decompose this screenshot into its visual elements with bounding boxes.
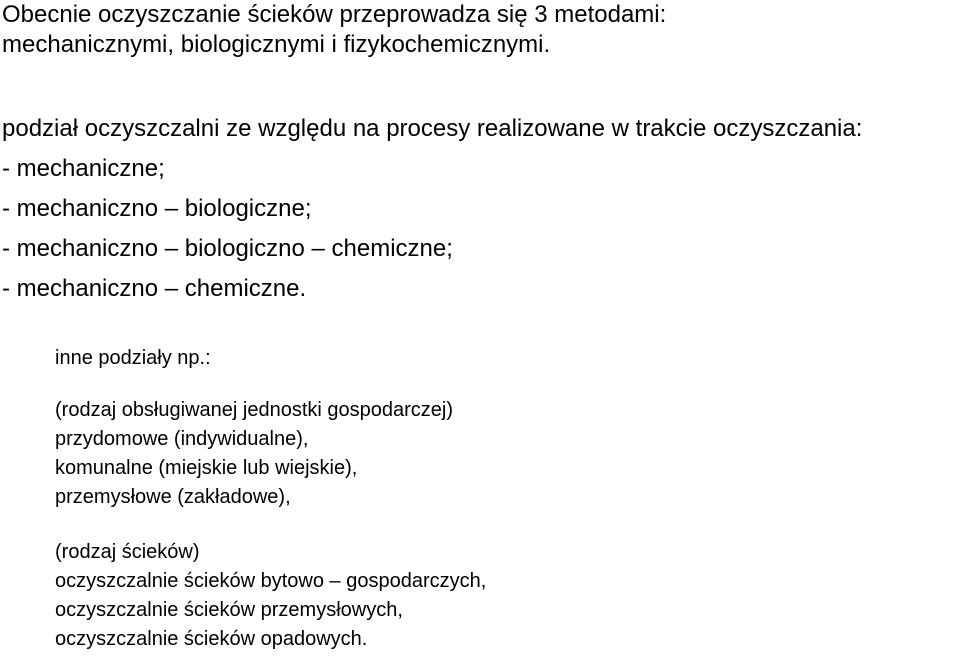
list-item: - mechaniczne; <box>2 155 165 182</box>
list-item: - mechaniczno – biologiczne; <box>2 195 312 222</box>
list-item: - mechaniczno – chemiczne. <box>2 275 307 302</box>
group-caption-economic-unit: (rodzaj obsługiwanej jednostki gospodarczej) <box>55 399 453 421</box>
list-item: oczyszczalnie ścieków przemysłowych, <box>55 599 403 621</box>
group-caption-sewage-type: (rodzaj ścieków) <box>55 541 200 563</box>
list-item: przemysłowe (zakładowe), <box>55 486 291 508</box>
list-item: - mechaniczno – biologiczno – chemiczne; <box>2 235 453 262</box>
list-item: oczyszczalnie ścieków opadowych. <box>55 628 368 650</box>
list-item: przydomowe (indywidualne), <box>55 428 309 450</box>
list-item: komunalne (miejskie lub wiejskie), <box>55 457 358 479</box>
list-item: oczyszczalnie ścieków bytowo – gospodarczych, <box>55 570 487 592</box>
intro-paragraph <box>2 0 666 60</box>
intro-line-1: Obecnie oczyszczanie ścieków przeprowadza się 3 metodami: <box>2 1 667 28</box>
process-division-section <box>2 109 862 309</box>
intro-line-2: mechanicznymi, biologicznymi i fizykochemicznymi. <box>2 31 551 58</box>
other-divisions-section <box>55 344 486 654</box>
process-division-heading: podział oczyszczalni ze względu na procesy realizowane w trakcie oczyszczania: <box>2 115 863 142</box>
other-divisions-heading: inne podziały np.: <box>55 347 211 369</box>
